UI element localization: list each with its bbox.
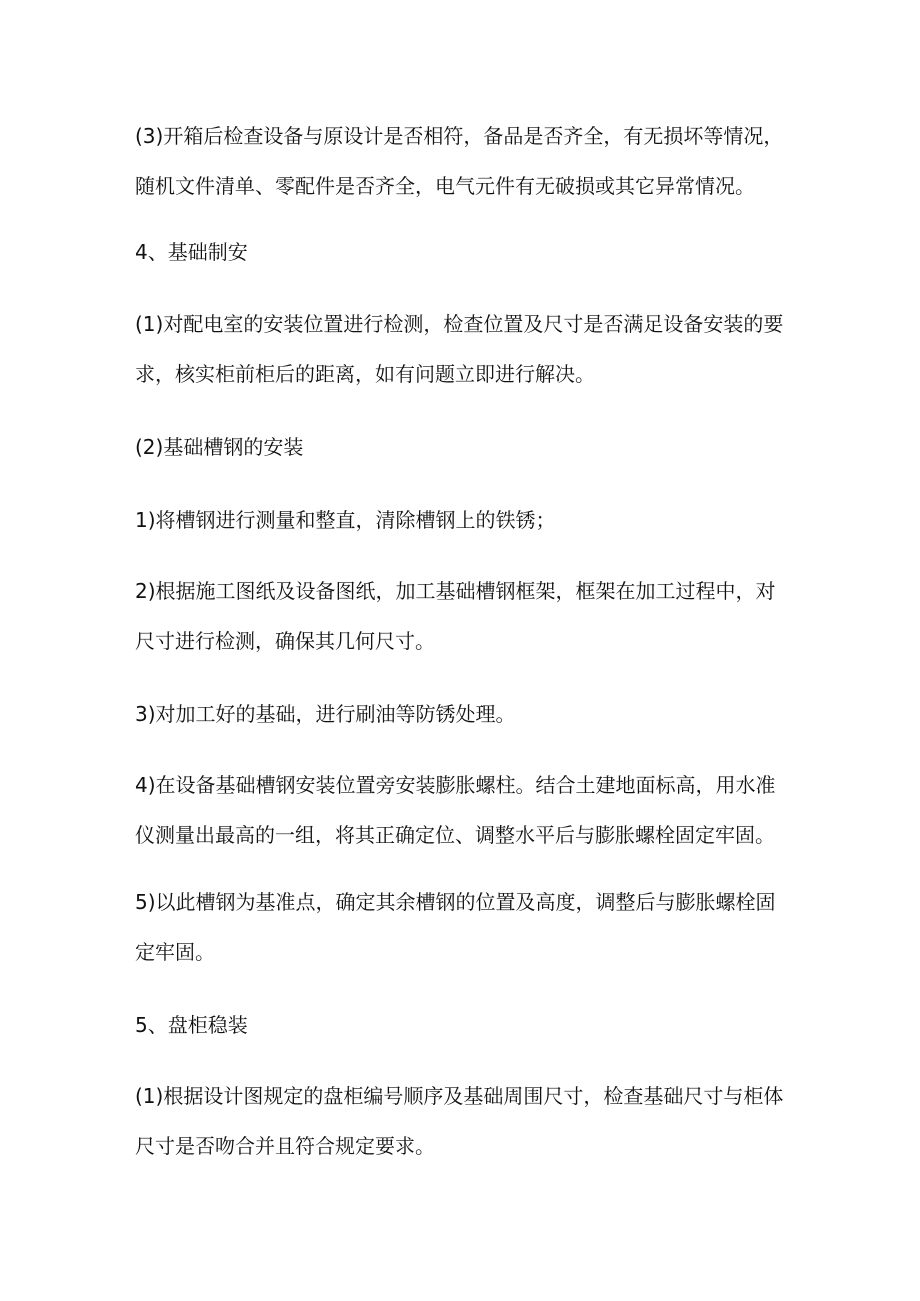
subheading-channel-steel: (2)基础槽钢的安装	[135, 435, 304, 459]
section-heading-foundation: 4、基础制安	[135, 240, 248, 264]
paragraph-position-check: (1)对配电室的安装位置进行检测，检查位置及尺寸是否满足设备安装的要求，核实柜前柜后的距离，如有问题立即进行解决。	[135, 312, 784, 386]
paragraph-cabinet-check: (1)根据设计图规定的盘柜编号顺序及基础周围尺寸，检查基础尺寸与柜体尺寸是否吻合并且符合规定要求。	[135, 1084, 784, 1158]
list-item-step-5: 5)以此槽钢为基准点，确定其余槽钢的位置及高度，调整后与膨胀螺栓固定牢固。	[135, 890, 776, 964]
section-heading-cabinet: 5、盘柜稳装	[135, 1013, 248, 1037]
list-item-step-1: 1)将槽钢进行测量和整直，清除槽钢上的铁锈；	[135, 508, 556, 532]
list-item-step-2: 2)根据施工图纸及设备图纸，加工基础槽钢框架，框架在加工过程中，对尺寸进行检测，确保其几何尺寸。	[135, 579, 776, 653]
list-item-step-4: 4)在设备基础槽钢安装位置旁安装膨胀螺柱。结合土建地面标高，用水准仪测量出最高的一组，将其正确定位、调整水平后与膨胀螺栓固定牢固。	[135, 773, 776, 847]
list-item-step-3: 3)对加工好的基础，进行刷油等防锈处理。	[135, 702, 516, 726]
paragraph-unpacking-inspection: (3)开箱后检查设备与原设计是否相符，备品是否齐全，有无损坏等情况，随机文件清单、零配件是否齐全，电气元件有无破损或其它异常情况。	[135, 124, 784, 198]
